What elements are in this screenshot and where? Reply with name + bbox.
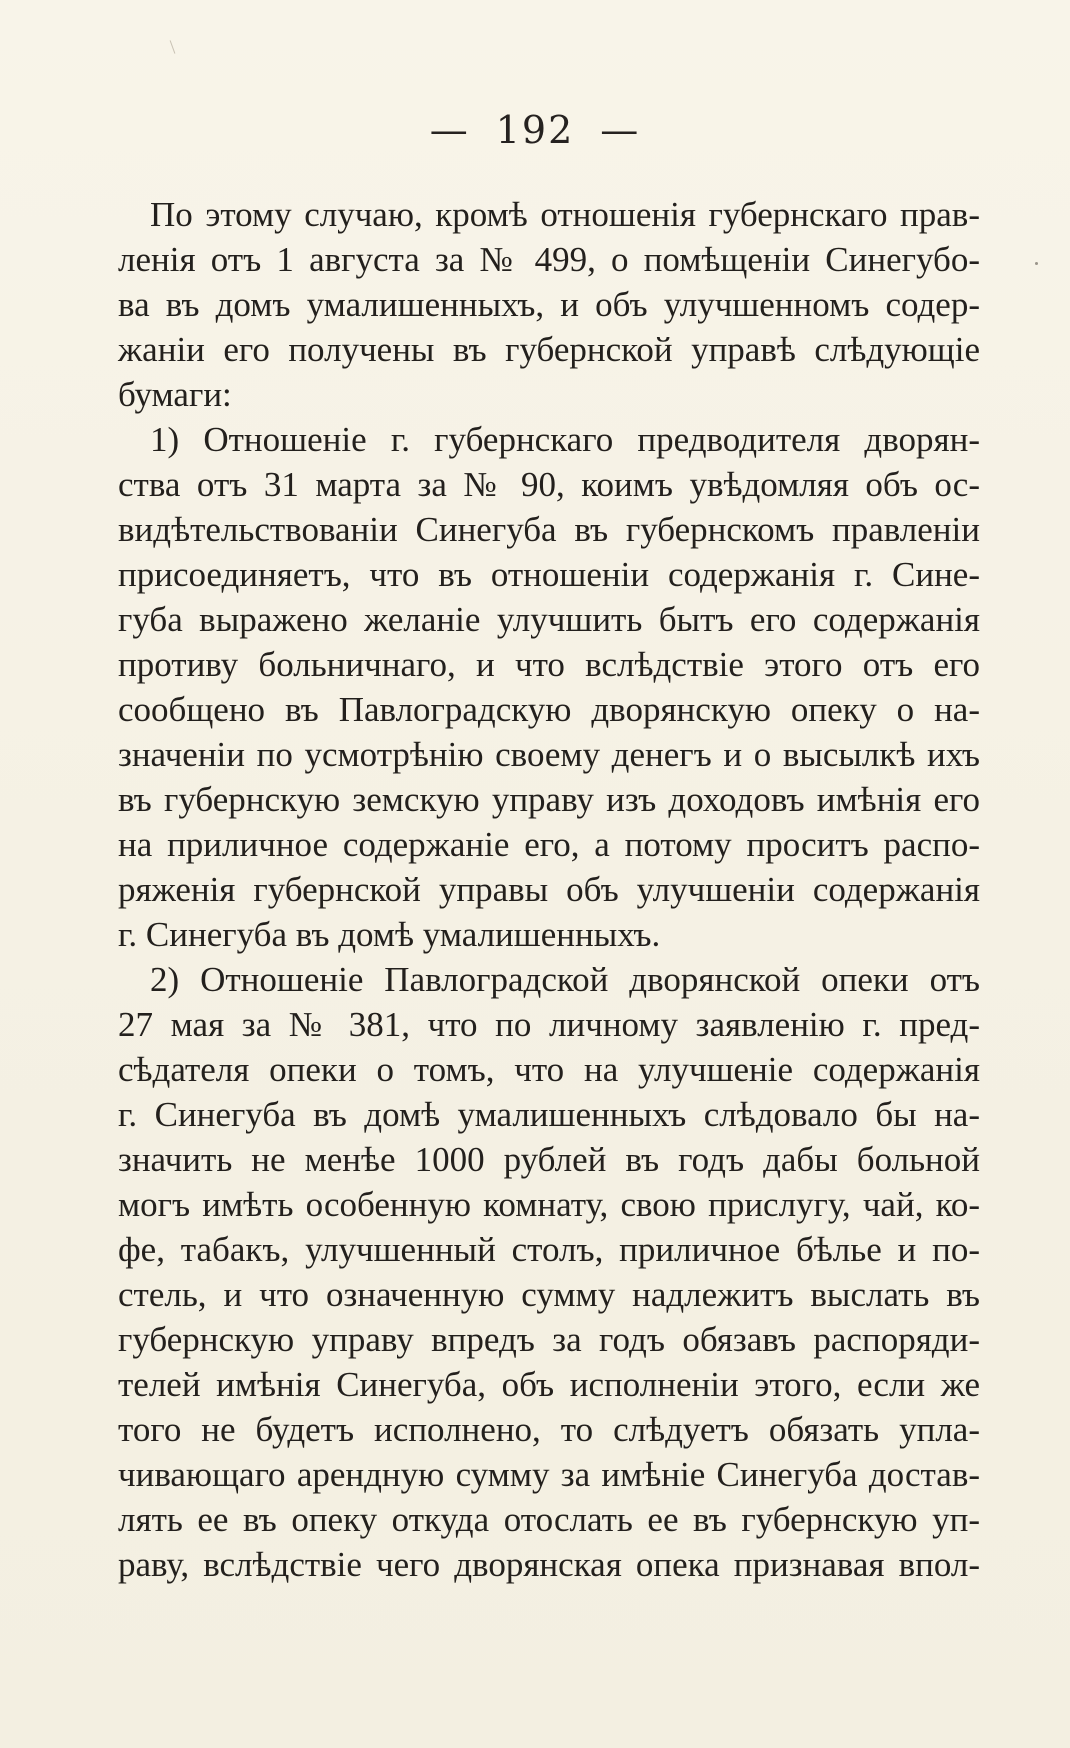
page-number-header	[0, 108, 1070, 152]
text-line: По этому случаю, кромѣ отношенія губернскаго прав-	[150, 195, 980, 234]
text-line: телей имѣнія Синегуба, объ исполненіи этого, если же	[118, 1365, 980, 1404]
text-line: г. Синегуба въ домѣ умалишенныхъ слѣдовало бы на-	[118, 1095, 980, 1134]
text-line: значеніи по усмотрѣнію своему денегъ и о высылкѣ ихъ	[118, 735, 980, 774]
text-line: 2) Отношеніе Павлоградской дворянской опеки отъ	[150, 960, 980, 999]
text-line: ленія отъ 1 августа за № 499, о помѣщеніи Синегубо-	[118, 240, 980, 279]
page-number-dash-right: —	[600, 108, 641, 152]
text-line: губернскую управу впредъ за годъ обязавъ распоряди-	[118, 1320, 980, 1359]
text-line: 27 мая за № 381, что по личному заявленію г. пред-	[118, 1005, 980, 1044]
text-line: жаніи его получены въ губернской управѣ слѣдующіе	[118, 330, 980, 369]
text-line: противу больничнаго, и что вслѣдствіе этого отъ его	[118, 645, 980, 684]
text-line: значить не менѣе 1000 рублей въ годъ дабы больной	[118, 1140, 980, 1179]
text-line: ва въ домъ умалишенныхъ, и объ улучшенномъ содер-	[118, 285, 980, 324]
page-number: 192	[495, 108, 575, 152]
margin-speck	[1035, 262, 1038, 265]
text-line: сообщено въ Павлоградскую дворянскую опеку о на-	[118, 690, 980, 729]
text-line: стель, и что означенную сумму надлежитъ выслать въ	[118, 1275, 980, 1314]
text-line: на приличное содержаніе его, а потому проситъ распо-	[118, 825, 980, 864]
text-line: въ губернскую земскую управу изъ доходовъ имѣнія его	[118, 780, 980, 819]
text-line: 1) Отношеніе г. губернскаго предводителя дворян-	[150, 420, 980, 459]
text-line: бумаги:	[118, 375, 232, 414]
page-number-dash-left: —	[429, 108, 470, 152]
text-line: ряженія губернской управы объ улучшеніи содержанія	[118, 870, 980, 909]
text-line: г. Синегуба въ домѣ умалишенныхъ.	[118, 915, 661, 954]
text-line: раву, вслѣдствіе чего дворянская опека признавая впол-	[118, 1545, 980, 1584]
text-line: губа выражено желаніе улучшить бытъ его содержанія	[118, 600, 980, 639]
paper-scratch-mark	[170, 40, 176, 53]
text-line: чивающаго арендную сумму за имѣніе Синегуба достав-	[118, 1455, 980, 1494]
text-line: могъ имѣть особенную комнату, свою прислугу, чай, ко-	[118, 1185, 980, 1224]
text-line: лять ее въ опеку откуда отослать ее въ губернскую уп-	[118, 1500, 980, 1539]
text-line: присоединяетъ, что въ отношеніи содержанія г. Сине-	[118, 555, 980, 594]
body-text	[118, 192, 980, 1587]
text-line: сѣдателя опеки о томъ, что на улучшеніе содержанія	[118, 1050, 980, 1089]
text-line: видѣтельствованіи Синегуба въ губернскомъ правленіи	[118, 510, 980, 549]
text-line: ства отъ 31 марта за № 90, коимъ увѣдомляя объ ос-	[118, 465, 980, 504]
text-line: того не будетъ исполнено, то слѣдуетъ обязать упла-	[118, 1410, 980, 1449]
text-line: фе, табакъ, улучшенный столъ, приличное бѣлье и по-	[118, 1230, 980, 1269]
